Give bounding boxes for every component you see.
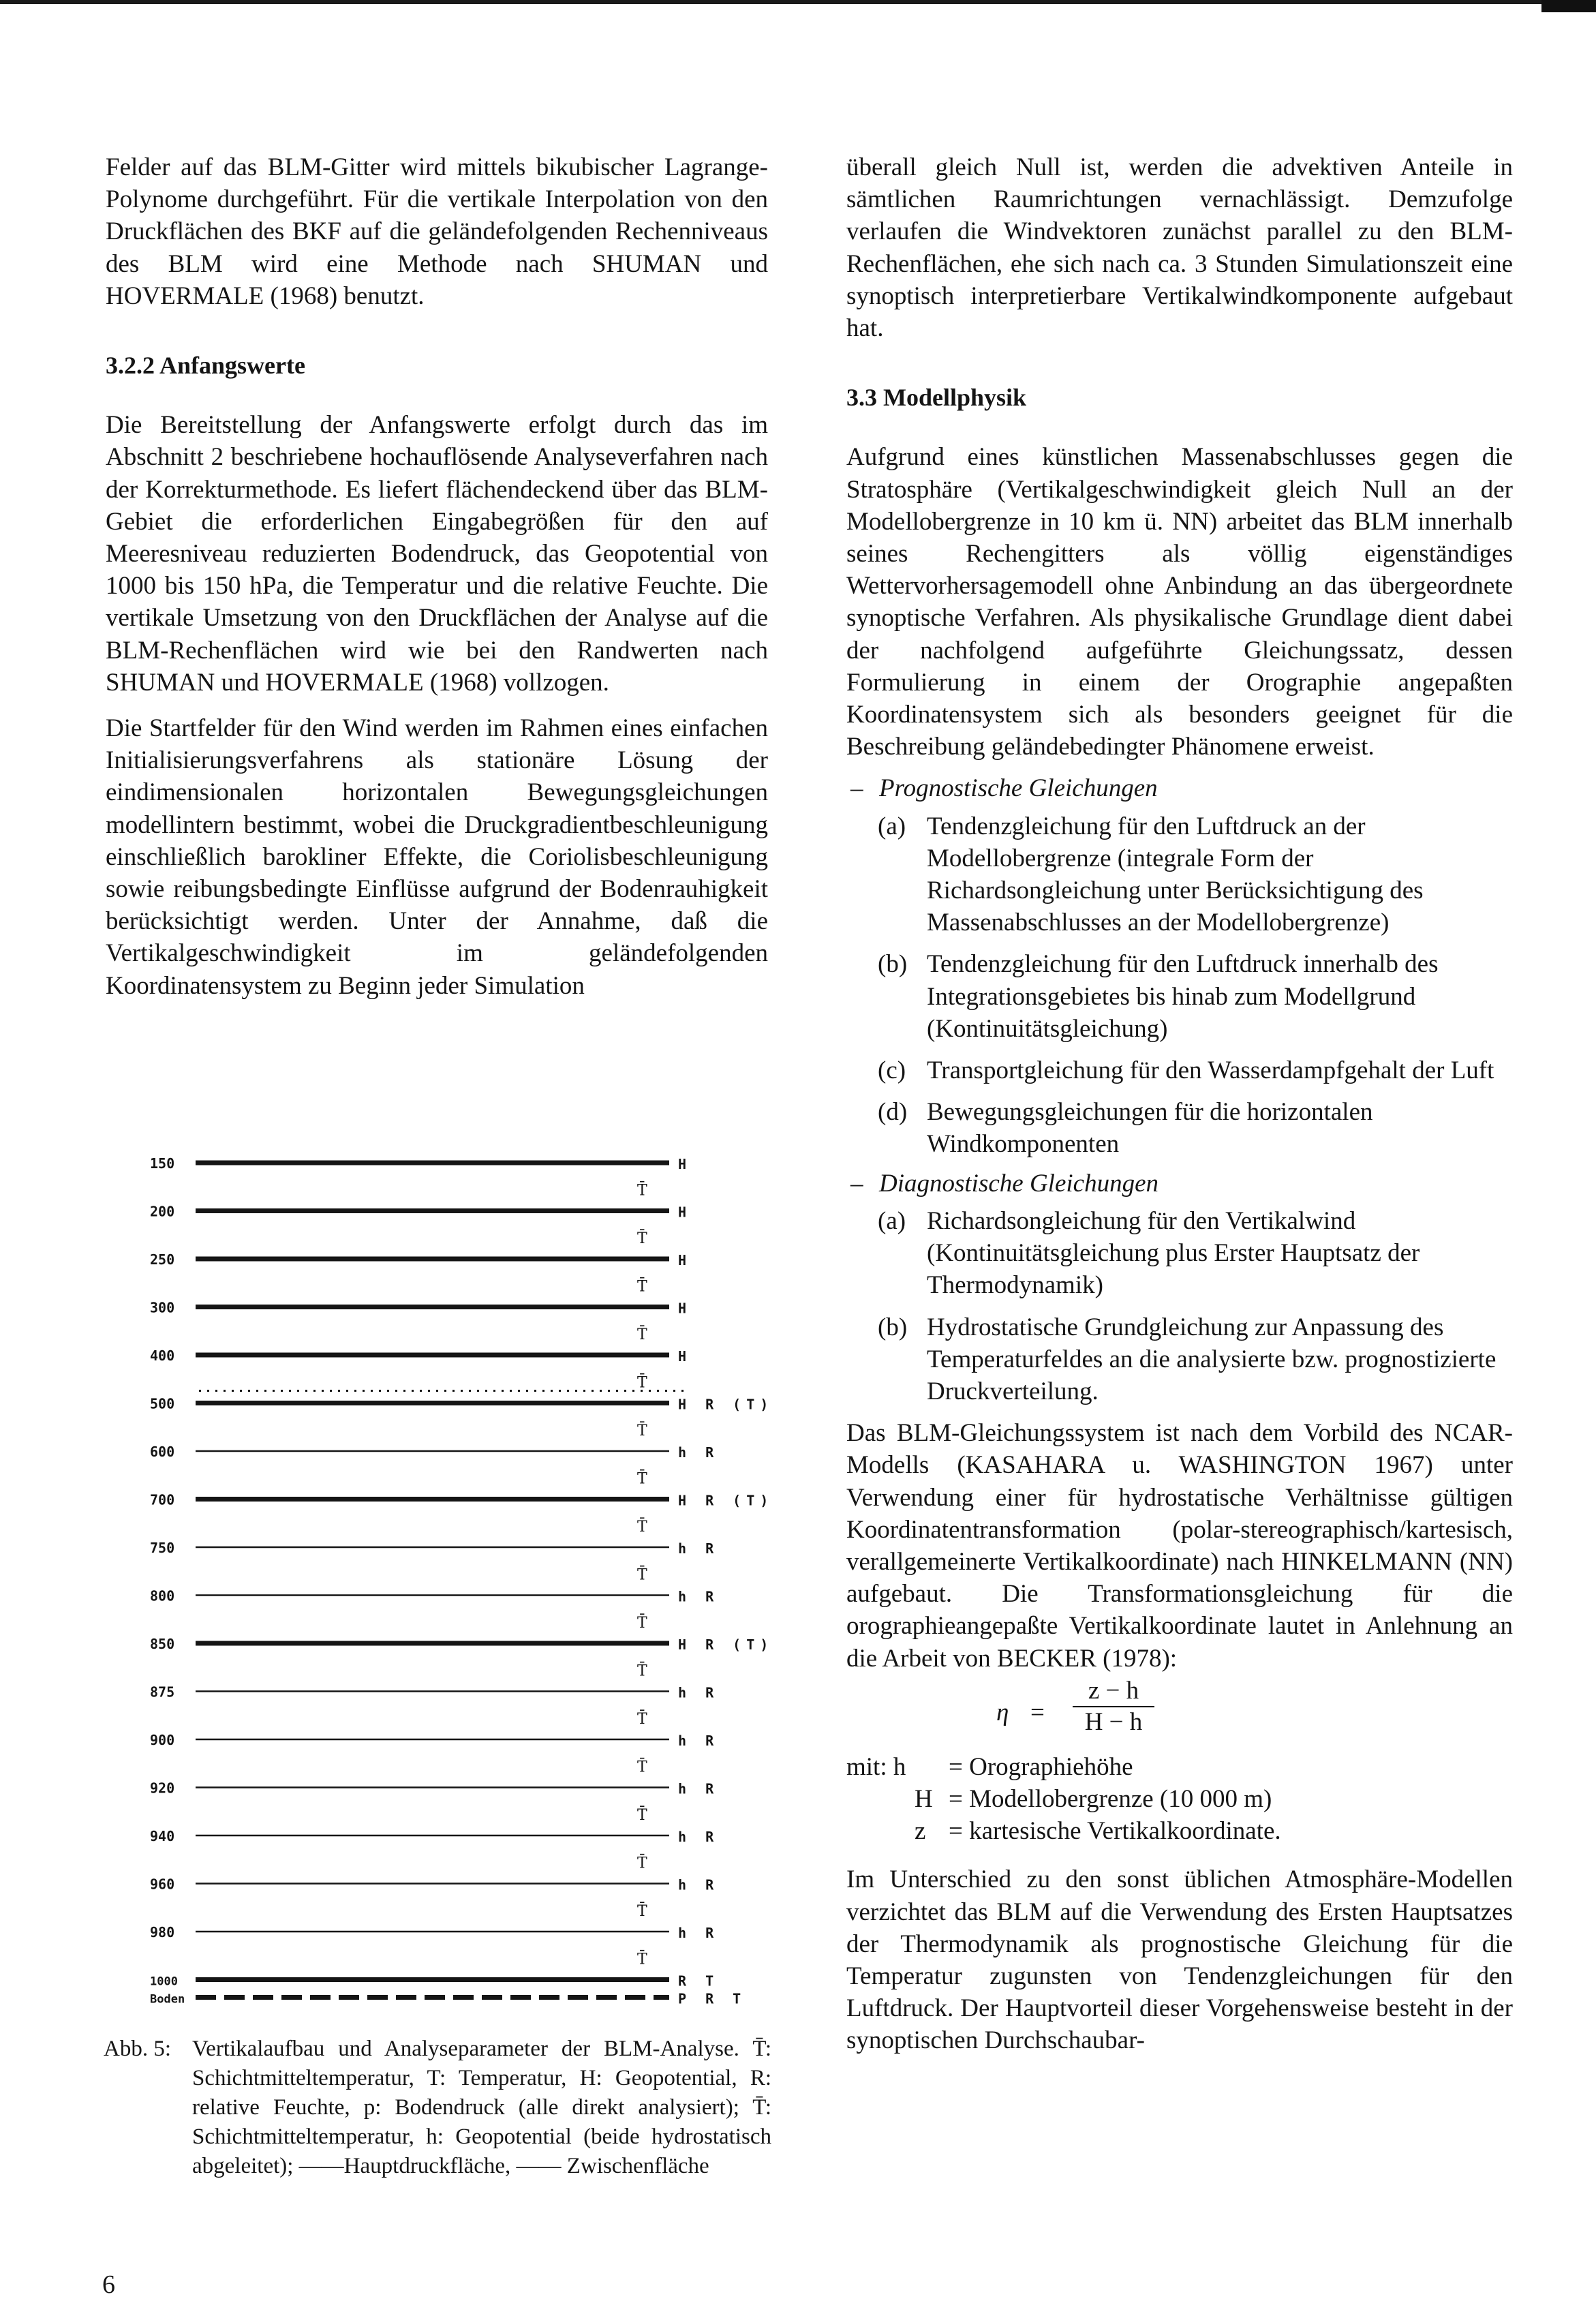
- level-parameters: H: [678, 1300, 692, 1317]
- prog-item-label: (b): [878, 950, 908, 979]
- level-label: 920: [150, 1780, 175, 1797]
- layer-mean-temp-mark: T̄: [637, 1374, 647, 1392]
- variable-definitions: [846, 1751, 1513, 1848]
- section-heading-3-3: 3.3 Modellphysik: [846, 384, 1027, 412]
- level-label: 500: [150, 1395, 175, 1412]
- diagnostic-title: Diagnostische Gleichungen: [879, 1169, 1158, 1198]
- level-label: 250: [150, 1251, 175, 1268]
- level-parameters: h R: [678, 1540, 720, 1557]
- formula-denominator: H − h: [1084, 1707, 1143, 1736]
- left-column: [106, 151, 768, 1002]
- formula-fraction: [1073, 1676, 1154, 1737]
- diag-item-b: [846, 1311, 1513, 1408]
- prog-item-c: [846, 1054, 1513, 1086]
- section-heading-3-2-2: 3.2.2 Anfangswerte: [106, 352, 305, 380]
- layer-mean-temp-mark: T̄: [637, 1422, 647, 1439]
- eta-formula: [846, 1675, 1513, 1751]
- layer-mean-temp-mark: T̄: [637, 1855, 647, 1872]
- left-paragraph-3: Die Startfelder für den Wind werden im Rahmen eines einfachen Initialisierungsverfahrens als stationäre Lösung der eindimensionalen horizontalen Bewegungsgleichungen modellintern bestimmt, wobei die Druckgradientbeschleunigung einschließlich barokliner Effekte, die Coriolisbeschleunigung sowie reibungsbedingte Einflüsse aufgrund der Bodenrauhigkeit berücksichtigt werden. Unter der Annahme, daß die Vertikalgeschwindigkeit im geländefolgenden Koordinatensystem zu Beginn jeder Simulation: [106, 714, 768, 1000]
- layer-mean-temp-mark: T̄: [637, 1326, 647, 1343]
- level-label: 700: [150, 1491, 175, 1508]
- level-parameters: h R: [678, 1829, 720, 1845]
- right-paragraph-1: überall gleich Null ist, werden die advektiven Anteile in sämtlichen Raumrichtungen vernachlässigt. Demzufolge verlaufen die Windvektoren zunächst parallel zu den BLM-Rechenflächen, ehe sich nach ca. 3 Stunden Simulationszeit eine synoptisch interpretierbare Vertikalwindkomponente aufgebaut hat.: [846, 153, 1513, 343]
- scan-corner-mark: [1541, 0, 1596, 12]
- level-label: 1000: [150, 1975, 178, 1989]
- level-parameters: h R: [678, 1876, 720, 1893]
- level-parameters: h R: [678, 1684, 720, 1701]
- prog-item-label: (a): [878, 812, 906, 840]
- diag-item-label: (b): [878, 1313, 908, 1341]
- prog-item-d: [846, 1096, 1513, 1160]
- diag-item-label: (a): [878, 1206, 906, 1235]
- prognostic-title: Prognostische Gleichungen: [879, 774, 1158, 803]
- level-label: 850: [150, 1636, 175, 1652]
- level-label: 980: [150, 1924, 175, 1940]
- caption-label: Abb. 5:: [104, 2037, 171, 2061]
- level-parameters: H R (T): [678, 1492, 774, 1509]
- page-number: 6: [102, 2270, 115, 2299]
- prog-item-text: Tendenzgleichung für den Luftdruck innerhalb des Integrationsgebietes bis hinab zum Modellgrund (Kontinuitätsgleichung): [927, 950, 1439, 1043]
- prog-item-a: [846, 810, 1513, 939]
- layer-mean-temp-mark: T̄: [637, 1182, 647, 1200]
- layer-mean-temp-mark: T̄: [637, 1662, 647, 1680]
- layer-mean-temp-mark: T̄: [637, 1710, 647, 1728]
- level-parameters: H R (T): [678, 1396, 774, 1413]
- prog-item-text: Transportgleichung für den Wasserdampfgehalt der Luft: [927, 1056, 1494, 1085]
- scan-top-border: [0, 0, 1596, 4]
- layer-mean-temp-mark: T̄: [637, 1951, 647, 1968]
- prog-item-text: Tendenzgleichung für den Luftdruck an der Modellobergrenze (integrale Form der Richardsongleichung unter Berücksichtigung des Massenabschlusses an der Modellobergrenze): [927, 812, 1424, 937]
- diag-item-a: [846, 1205, 1513, 1302]
- layer-mean-temp-mark: T̄: [637, 1806, 647, 1824]
- prog-item-label: (c): [878, 1056, 906, 1085]
- diagnostic-list: [846, 1205, 1513, 1407]
- level-label: 750: [150, 1540, 175, 1556]
- diag-item-text: Hydrostatische Grundgleichung zur Anpassung des Temperaturfeldes an die analysierte bzw. prognostizierte Druckverteilung.: [927, 1313, 1497, 1405]
- level-parameters: H: [678, 1348, 692, 1365]
- prog-item-text: Bewegungsgleichungen für die horizontalen Windkomponenten: [927, 1098, 1373, 1159]
- level-label: 875: [150, 1683, 175, 1701]
- level-parameters: h R: [678, 1733, 720, 1749]
- formula-equals: =: [1030, 1698, 1045, 1726]
- level-parameters: h R: [678, 1925, 720, 1941]
- layer-mean-temp-mark: T̄: [637, 1566, 647, 1584]
- level-parameters: H: [678, 1252, 692, 1268]
- right-column: [846, 151, 1513, 2057]
- layer-mean-temp-mark: T̄: [637, 1902, 647, 1920]
- layer-mean-temp-mark: T̄: [637, 1518, 647, 1536]
- layer-mean-temp-mark: T̄: [637, 1278, 647, 1296]
- definition-key: H: [915, 1784, 933, 1813]
- layer-mean-temp-mark: T̄: [637, 1758, 647, 1776]
- formula-eta: η: [996, 1698, 1009, 1726]
- level-label: 600: [150, 1444, 175, 1460]
- definition-row: [846, 1783, 1513, 1815]
- level-label: 900: [150, 1732, 175, 1748]
- prog-item-label: (d): [878, 1098, 908, 1127]
- definition-text: = kartesische Vertikalkoordinate.: [949, 1817, 1281, 1846]
- layer-mean-temp-mark: T̄: [637, 1230, 647, 1247]
- definition-row: [846, 1751, 1513, 1783]
- layer-mean-temp-mark: T̄: [637, 1470, 647, 1488]
- vertical-structure-figure: [102, 1138, 784, 2024]
- definition-row: [846, 1815, 1513, 1847]
- left-paragraph-2: Die Bereitstellung der Anfangswerte erfolgt durch das im Abschnitt 2 beschriebene hochauflösende Analyseverfahren nach der Korrekturmethode. Es liefert flächendeckend über das BLM-Gebiet die erforderlichen Eingabegrößen für den auf Meeresniveau reduzierten Bodendruck, das Geopotential von 1000 bis 150 hPa, die Temperatur und die relative Feuchte. Die vertikale Umsetzung von den Druckflächen der Analyse auf die BLM-Rechenflächen wird wie bei den Randwerten nach SHUMAN und HOVERMALE (1968) vollzogen.: [106, 411, 768, 697]
- level-parameters: h R: [678, 1780, 720, 1797]
- prog-item-b: [846, 948, 1513, 1045]
- caption-text: Vertikalaufbau und Analyseparameter der BLM-Analyse. T̄: Schichtmitteltemperatur, T: Temperatur, H: Geopotential, R: relative Feuchte, p: Bodendruck (alle direkt analysiert); T̄: Schichtmitteltemperatur, h: Geopotential (beide hydrostatisch abgeleitet); ——Hauptdruckfläche, —— Zwischenfläche: [192, 2037, 771, 2178]
- level-parameters: h R: [678, 1588, 720, 1605]
- level-parameters: H: [678, 1156, 692, 1172]
- right-paragraph-3: Das BLM-Gleichungssystem ist nach dem Vorbild des NCAR-Modells (KASAHARA u. WASHINGTON 1967) unter Verwendung einer für hydrostatische Verhältnisse gültigen Koordinatentransformation (polar-stereographisch/kartesisch, verallgemeinerte Vertikalkoordinate) nach HINKELMANN (NN) aufgebaut. Die Transformationsgleichung für die orographieangepaßte Vertikalkoordinate lautet in Anlehnung an die Arbeit von BECKER (1978):: [846, 1419, 1513, 1673]
- level-label: 800: [150, 1587, 175, 1604]
- level-label: Boden: [150, 1992, 185, 2007]
- level-label: 150: [150, 1155, 175, 1172]
- definition-key: z: [915, 1817, 926, 1846]
- level-parameters: P R T: [678, 1990, 747, 2007]
- level-label: 200: [150, 1203, 175, 1220]
- level-label: 400: [150, 1347, 175, 1364]
- level-parameters: H: [678, 1204, 692, 1221]
- definition-text: = Orographiehöhe: [949, 1752, 1133, 1781]
- prognostic-list: [846, 810, 1513, 1161]
- level-parameters: H R (T): [678, 1636, 774, 1653]
- definition-key: mit: h: [846, 1752, 906, 1781]
- level-parameters: R T: [678, 1972, 720, 1990]
- level-label: 960: [150, 1876, 175, 1893]
- left-paragraph-1: Felder auf das BLM-Gitter wird mittels bikubischer Lagrange-Polynome durchgeführt. Für die vertikale Interpolation von den Druckflächen des BKF auf die geländefolgenden Rechenniveaus des BLM wird eine Methode nach SHUMAN und HOVERMALE (1968) benutzt.: [106, 153, 768, 310]
- layer-mean-temp-mark: T̄: [637, 1614, 647, 1632]
- level-label: 940: [150, 1828, 175, 1844]
- formula-numerator: z − h: [1073, 1676, 1154, 1707]
- level-parameters: h R: [678, 1444, 720, 1461]
- right-paragraph-2: Aufgrund eines künstlichen Massenabschlusses gegen die Stratosphäre (Vertikalgeschwindigkeit gleich Null an der Modellobergrenze in 10 km ü. NN) arbeitet das BLM innerhalb seines Rechengitters als völlig eigenständiges Wettervorhersagemodell ohne Anbindung an das übergeordnete synoptische Verfahren. Als physikalische Grundlage dient dabei der nachfolgend aufgeführte Gleichungssatz, dessen Formulierung in einem der Orographie angepaßten Koordinatensystem sich als besonders geeignet für die Beschreibung geländebedingter Phänomene erweist.: [846, 443, 1513, 761]
- diag-item-text: Richardsongleichung für den Vertikalwind (Kontinuitätsgleichung plus Erster Hauptsatz der Thermodynamik): [927, 1206, 1420, 1300]
- right-paragraph-4: Im Unterschied zu den sonst üblichen Atmosphäre-Modellen verzichtet das BLM auf die Verwendung des Ersten Hauptsatzes der Thermodynamik als prognostische Gleichung für die Temperatur zugunsten von Tendenzgleichungen für den Luftdruck. Der Hauptvorteil dieser Vorgehensweise besteht in der synoptischen Durchschaubar-: [846, 1865, 1513, 2055]
- prognostic-heading: – Prognostische Gleichungen: [850, 774, 1158, 803]
- definition-text: = Modellobergrenze (10 000 m): [949, 1784, 1272, 1813]
- level-label: 300: [150, 1299, 175, 1316]
- diagnostic-heading: – Diagnostische Gleichungen: [850, 1169, 1158, 1198]
